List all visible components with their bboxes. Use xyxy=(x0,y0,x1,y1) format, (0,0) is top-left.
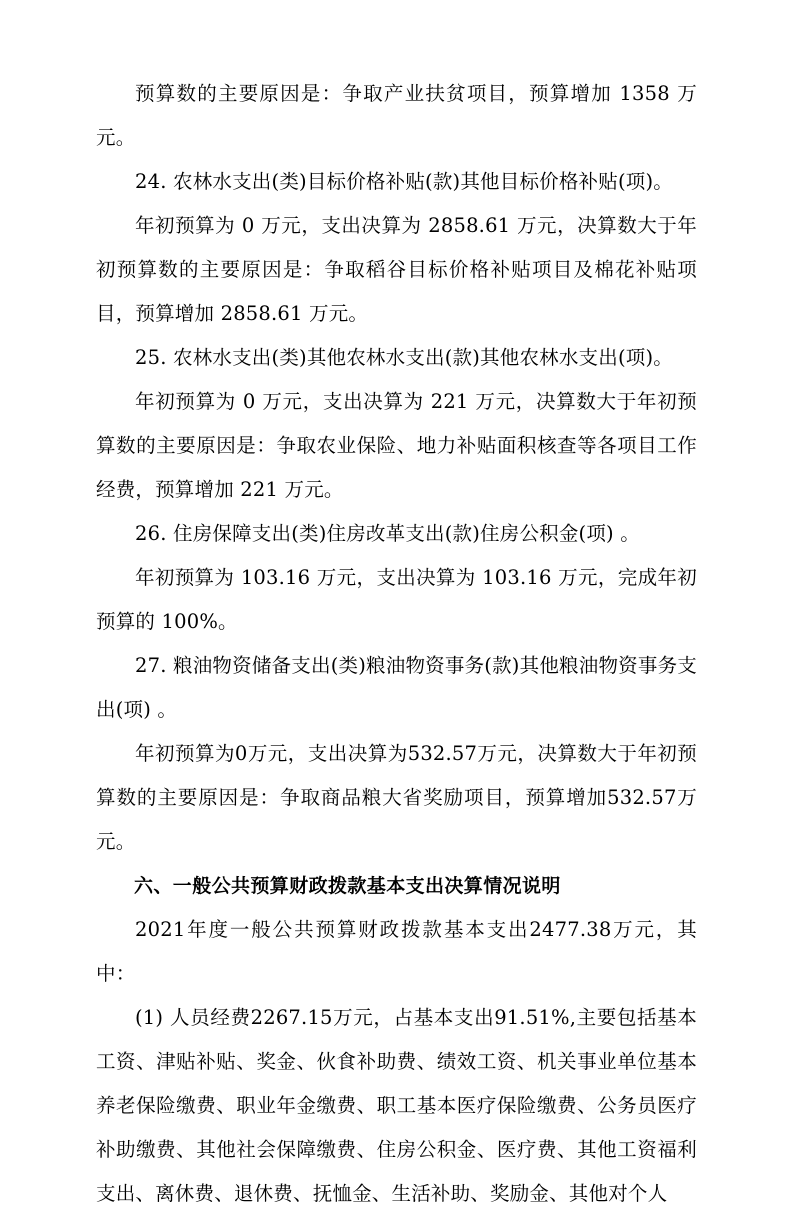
paragraph-item-24-detail: 年初预算为 0 万元，支出决算为 2858.61 万元，决算数大于年初预算数的主要原因是：争取稻谷目标价格补贴项目及棉花补贴项目，预算增加 2858.61 万元。 xyxy=(96,214,697,325)
paragraph-item-27-detail: 年初预算为0万元，支出决算为532.57万元，决算数大于年初预算数的主要原因是：争取商品粮大省奖励项目，预算增加532.57万元。 xyxy=(96,742,697,853)
paragraph-section-six-detail: 2021年度一般公共预算财政拨款基本支出2477.38万元，其中： xyxy=(96,918,697,985)
paragraph-item-24-title: 24. 农林水支出(类)目标价格补贴(款)其他目标价格补贴(项)。 xyxy=(135,170,673,193)
paragraph-item-25-detail: 年初预算为 0 万元，支出决算为 221 万元，决算数大于年初预算数的主要原因是：争取农业保险、地力补贴面积核查等各项目工作经费，预算增加 221 万元。 xyxy=(96,390,697,501)
paragraph-item-26-title: 26. 住房保障支出(类)住房改革支出(款)住房公积金(项) 。 xyxy=(135,522,640,545)
paragraph-item-27-title: 27. 粮油物资储备支出(类)粮油物资事务(款)其他粮油物资事务支出(项) 。 xyxy=(96,654,697,721)
paragraph-item-26-detail: 年初预算为 103.16 万元，支出决算为 103.16 万元，完成年初预算的 100%。 xyxy=(96,566,697,633)
paragraph-personnel-expense: (1) 人员经费2267.15万元，占基本支出91.51%,主要包括基本工资、津贴补贴、奖金、伙食补助费、绩效工资、机关事业单位基本养老保险缴费、职业年金缴费、职工基本医疗保险缴费、公务员医疗补助缴费、其他社会保障缴费、住房公积金、医疗费、其他工资福利支出、离休费、退休费、抚恤金、生活补助、奖励金、其他对个人 xyxy=(96,1006,697,1205)
paragraph-item-25-title: 25. 农林水支出(类)其他农林水支出(款)其他农林水支出(项)。 xyxy=(135,346,673,369)
paragraph-continued-budget-reason: 预算数的主要原因是：争取产业扶贫项目，预算增加 1358 万元。 xyxy=(96,82,697,149)
section-heading-six: 六、一般公共预算财政拨款基本支出决算情况说明 xyxy=(134,875,561,897)
document-body xyxy=(96,72,697,1216)
